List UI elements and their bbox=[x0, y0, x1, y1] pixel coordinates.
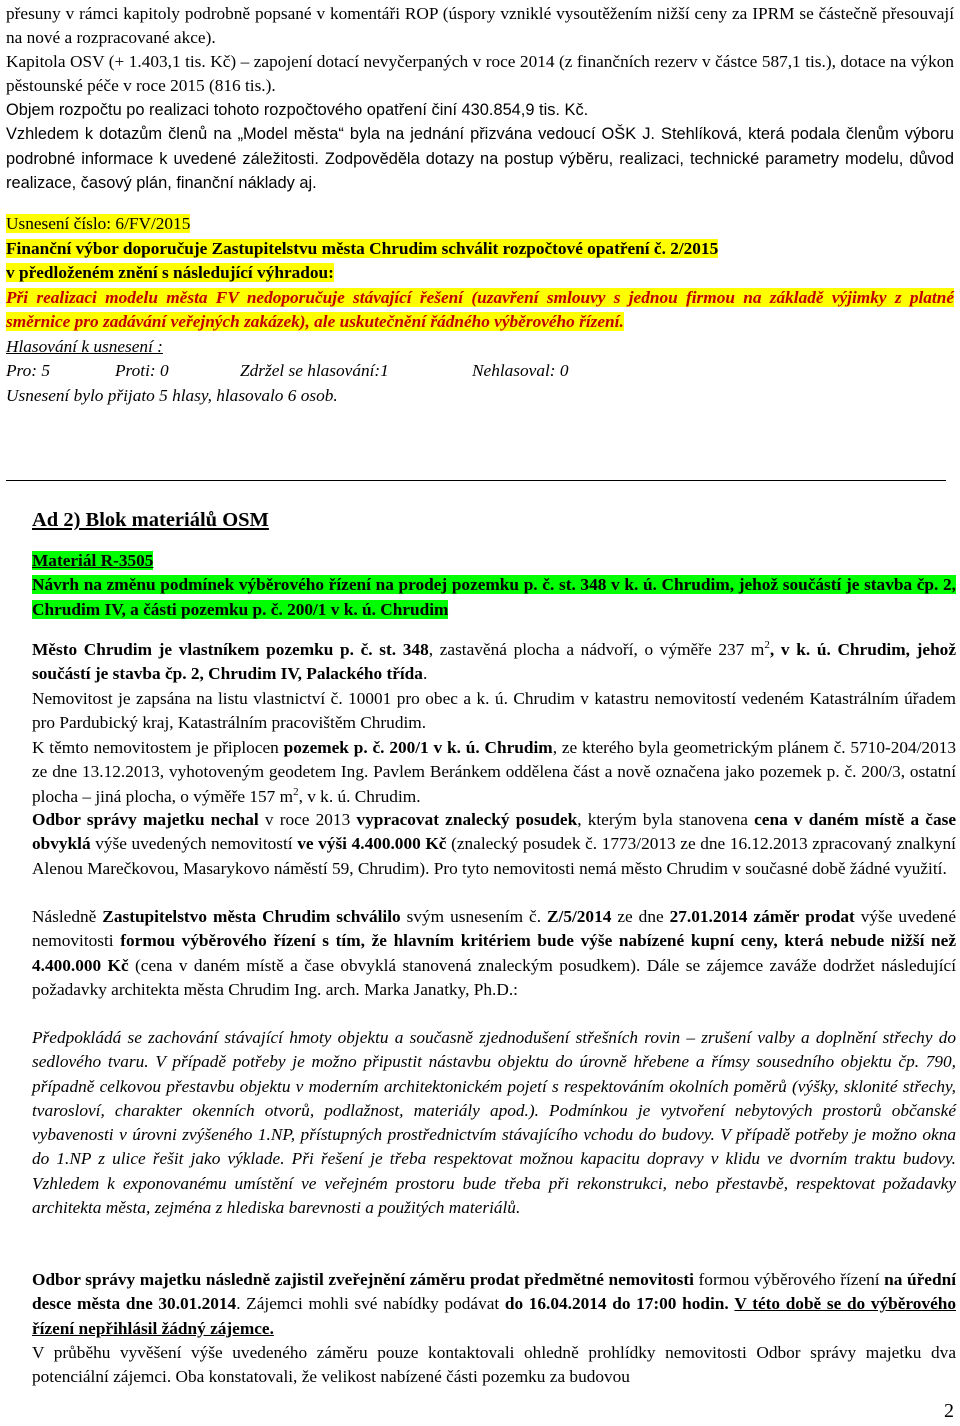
body-p5-text-e: ze dne bbox=[611, 907, 670, 926]
body-paragraph-1 bbox=[32, 638, 956, 687]
intro-paragraph-4: Vzhledem k dotazům členů na „Model města“ byla na jednání přizvána vedoucí OŠK J. Stehlíková, která podala členům výboru podrobné informace k uvedené záležitosti. Zodpověděla dotazy na postup výběru, realizaci, technické parametry modelu, důvod realizace, časový plán, finanční náklady aj. bbox=[6, 125, 954, 193]
body-p3-bold-b: pozemek p. č. 200/1 v k. ú. Chrudim bbox=[283, 738, 553, 757]
body-p5-text-g: výše uvedené nemovitosti bbox=[32, 907, 956, 951]
body-p4-text-f: výše uvedených nemovitostí bbox=[90, 834, 298, 854]
body-p4-bold-e: cena v daném místě a čase obvyklá bbox=[32, 810, 956, 854]
section-heading: Ad 2) Blok materiálů OSM bbox=[32, 509, 269, 531]
body-p4-bold-c: vypracovat znalecký posudek bbox=[356, 810, 578, 829]
body-p1-bold-a: Město Chrudim je vlastníkem pozemku p. č. st. 348 bbox=[32, 640, 429, 659]
body-paragraph-5 bbox=[32, 905, 956, 1002]
body-p3-text-c: , ze kterého byla geometrickým plánem č. 5710-204/2013 ze dne 13.12.2013, vyhotoveným geodetem Ing. Pavlem Beránkem oddělena část a nově označena jako pozemek p. č. 200/3, ostatní plocha – jiná plocha, o výměře 157 m bbox=[32, 738, 956, 806]
body-p1-bold-d: , v k. ú. Chrudim, jehož součástí je stavba čp. 2, Chrudim IV, Palackého třída bbox=[32, 640, 956, 684]
body-p7-bold-c: na úřední desce města dne 30.01.2014 bbox=[32, 1270, 957, 1314]
body-p7-bold-e: do 16.04.2014 do 17:00 hodin. bbox=[504, 1294, 729, 1314]
body-p5-text-i: (cena v daném místě a čase obvyklá stanovená znaleckým posudkem). Dále se zájemce zaváže dodržet následující požadavky architekta města Chrudim Ing. arch. Marka Janatky, Ph.D.: bbox=[32, 955, 956, 999]
vote-nehlasoval: Nehlasoval: 0 bbox=[472, 361, 569, 380]
intro-paragraph-3: Objem rozpočtu po realizaci tohoto rozpočtového opatření činí 430.854,9 tis. Kč. bbox=[6, 101, 589, 119]
body-p7-text-d: . Zájemci mohli své nabídky podávat bbox=[236, 1294, 505, 1314]
body-paragraph-3 bbox=[32, 736, 956, 809]
voting-label: Hlasování k usnesení : bbox=[6, 336, 163, 356]
body-p1-text-b: , zastavěná plocha a nádvoří, o výměře 237 m bbox=[428, 640, 765, 659]
body-paragraph-4 bbox=[32, 808, 956, 881]
section-divider bbox=[6, 480, 946, 481]
body-p4-bold-g: ve výši 4.400.000 Kč bbox=[297, 834, 447, 854]
body-p5-text-c: svým usnesením č. bbox=[400, 907, 548, 926]
resolution-caveat: Při realizaci modelu města FV nedoporučuje stávající řešení (uzavření smlouvy s jednou firmou na základě výjimky z platné směrnice pro zadávání veřejných zakázek), ale uskutečnění řádného výběrového řízení. bbox=[6, 287, 954, 331]
vote-proti: Proti: 0 bbox=[115, 361, 169, 380]
body-p7-bold-a: Odbor správy majetku následně zajistil zveřejnění záměru prodat předmětné nemovitosti bbox=[32, 1270, 694, 1289]
body-p5-text-a: Následně bbox=[32, 907, 103, 926]
resolution-number: Usnesení číslo: 6/FV/2015 bbox=[6, 214, 191, 233]
body-p5-bold-b: Zastupitelstvo města Chrudim schválilo bbox=[102, 907, 401, 926]
body-paragraph-2: Nemovitost je zapsána na listu vlastnictví č. 10001 pro obec a k. ú. Chrudim v katastru nemovitostí vedeném Katastrálním úřadem pro Pardubický kraj, Katastrálním pracovištěm Chrudim. bbox=[32, 689, 956, 733]
body-p7-bold-underline-g: V této době se do výběrového řízení nepřihlásil žádný zájemce. bbox=[32, 1294, 956, 1338]
body-p3-text-e: , v k. ú. Chrudim. bbox=[298, 786, 421, 806]
body-p3-sup: 2 bbox=[293, 785, 299, 798]
voting-results bbox=[6, 359, 954, 384]
body-paragraph-6: Předpokládá se zachování stávající hmoty objektu a současně zjednodušení střešních rovin – zrušení valby a doplnění střechy do sedlového tvaru. V případě potřeby je možno připustit nástavbu objektu do úrovně hřebene a římsy sousedního objektu čp. 790, případně celkovou přestavbu objektu v moderním architektonickém pojetí s respektováním okolních poměrů (výšky, sklonité střechy, tvarosloví, charakter okenních otvorů, podlažnost, materiály apod.). Podmínkou je vytvoření nebytových prostorů občanské vybavenosti v úrovni zvýšeného 1.NP, přístupných prostřednictvím stávajícího vchodu do budovy. V případě potřeby je možno okna do 1.NP z ulice řešit jako výklade. Při řešení je třeba respektovat možnou kapacitu dopravy v klidu ve dvorním traktu budovy. Vzhledem k exponovanému umístění ve veřejném prostoru bude třeba při rekonstrukci, nebo přestavbě, respektovat požadavky architekta města, zejména z hlediska barevnosti a použitých materiálů. bbox=[32, 1028, 956, 1218]
resolution-block bbox=[6, 212, 954, 408]
body-p3-text-a: K těmto nemovitostem je připlocen bbox=[32, 738, 284, 757]
body-p7-text-b: formou výběrového řízení bbox=[693, 1270, 885, 1289]
intro-paragraph-1: přesuny v rámci kapitoly podrobně popsané v komentáři ROP (úspory vzniklé vysoutěžením nižší ceny za IPRM se částečně přesouvají na nové a rozpracované akce). bbox=[6, 4, 954, 48]
body-paragraph-8: V průběhu vyvěšení výše uvedeného záměru pouze kontaktovali ohledně prohlídky nemovitosti Odbor správy majetku dva potenciální zájemci. Oba konstatovali, že velikost nabízené části pozemku za budovou bbox=[32, 1343, 956, 1387]
page-number: 2 bbox=[944, 1400, 954, 1422]
material-block bbox=[32, 549, 956, 622]
body-p5-bold-h: formou výběrového řízení s tím, že hlavním kritériem bude výše nabízené kupní ceny, která nebude nižší než 4.400.000 Kč bbox=[32, 931, 956, 975]
body-p1-sup: 2 bbox=[764, 639, 770, 652]
body-paragraph-7 bbox=[32, 1268, 956, 1341]
resolution-result: Usnesení bylo přijato 5 hlasy, hlasovalo 6 osob. bbox=[6, 385, 338, 405]
body-p4-text-d: , kterým byla stanovena bbox=[577, 810, 755, 829]
resolution-line-2: v předloženém znění s následující výhradou: bbox=[6, 263, 334, 282]
vote-zdrzel: Zdržel se hlasování:1 bbox=[240, 361, 389, 380]
body-p1-text-e: . bbox=[422, 664, 428, 684]
body-p4-text-h: (znalecký posudek č. 1773/2013 ze dne 16.12.2013 zpracovaný znalkyní Alenou Marečkovou, Masarykovo náměstí 59, Chrudim). Pro tyto nemovitosti nemá město Chrudim v současné době žádné využití. bbox=[32, 834, 956, 878]
material-label: Materiál R-3505 bbox=[32, 551, 154, 570]
body-p5-bold-f: 27.01.2014 záměr prodat bbox=[669, 907, 855, 926]
body-p4-bold-a: Odbor správy majetku nechal bbox=[32, 810, 259, 829]
intro-paragraph-2: Kapitola OSV (+ 1.403,1 tis. Kč) – zapojení dotací nevyčerpaných v roce 2014 (z finančních rezerv v částce 587,1 tis.), dotace na výkon pěstounské péče v roce 2015 (816 tis.). bbox=[6, 52, 954, 96]
resolution-line-1: Finanční výbor doporučuje Zastupitelstvu města Chrudim schválit rozpočtové opatření č. 2/2015 bbox=[6, 238, 719, 258]
vote-pro: Pro: 5 bbox=[6, 361, 50, 380]
body-p5-bold-d: Z/5/2014 bbox=[547, 907, 612, 926]
body-p4-text-b: v roce 2013 bbox=[258, 810, 357, 829]
material-title: Návrh na změnu podmínek výběrového řízení na prodej pozemku p. č. st. 348 v k. ú. Chrudim, jehož součástí je stavba čp. 2, Chrudim IV, a části pozemku p. č. 200/1 v k. ú. Chrudim bbox=[32, 575, 956, 619]
